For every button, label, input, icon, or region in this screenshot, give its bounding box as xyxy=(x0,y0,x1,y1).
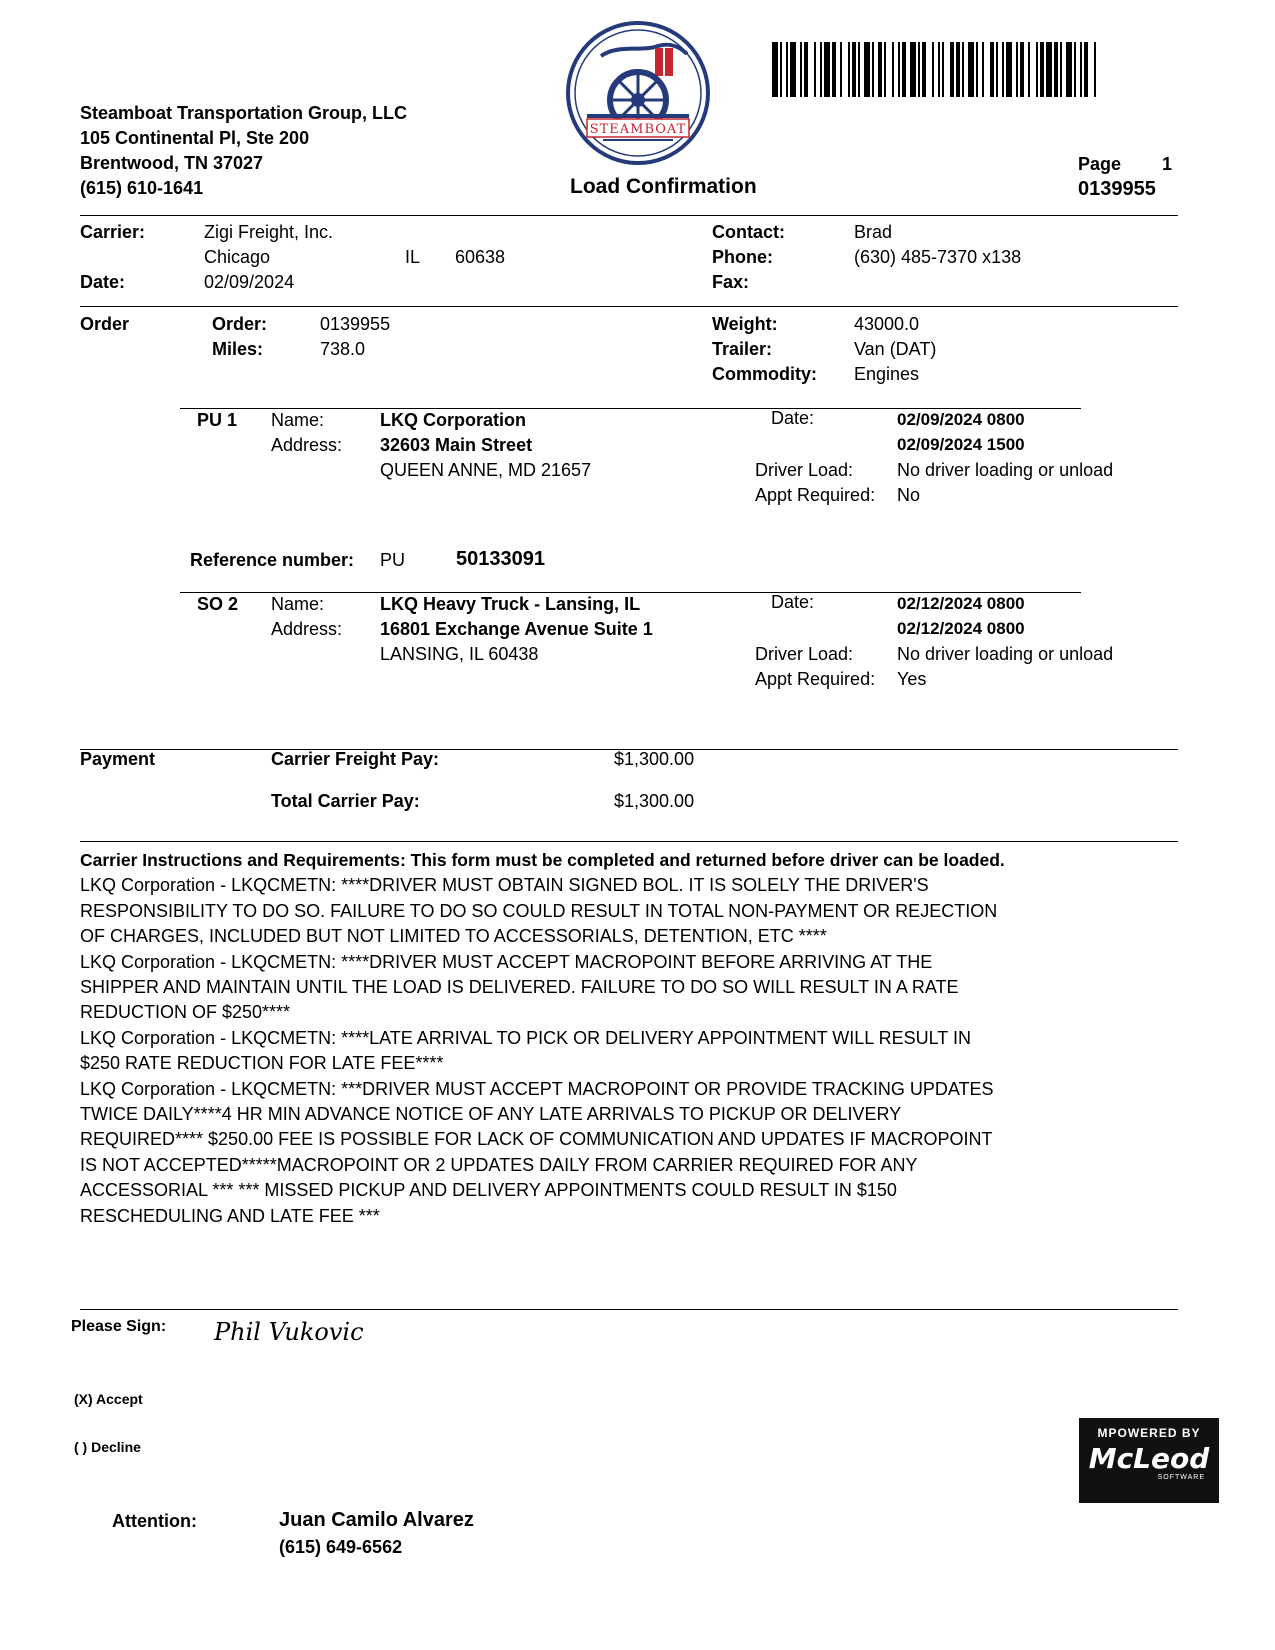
page-number: 1 xyxy=(1162,154,1173,174)
barcode-bar xyxy=(902,42,906,97)
driver-load-label: Driver Load: xyxy=(755,460,854,480)
barcode-bar xyxy=(1002,42,1004,97)
barcode-bar xyxy=(1054,42,1058,97)
instruction-line: RESCHEDULING AND LATE FEE *** xyxy=(80,1205,380,1226)
divider xyxy=(80,215,1178,216)
barcode-bar xyxy=(790,42,796,97)
barcode-bar xyxy=(1074,42,1076,97)
weight-value: 43000.0 xyxy=(854,314,920,334)
appt-required-label: Appt Required: xyxy=(755,485,876,505)
attention-name: Juan Camilo Alvarez xyxy=(279,1509,474,1531)
barcode-bar xyxy=(990,42,994,97)
barcode-bar xyxy=(786,42,788,97)
driver-load-label: Driver Load: xyxy=(755,644,854,664)
attention-label: Attention: xyxy=(112,1511,197,1531)
barcode-bar xyxy=(864,42,870,97)
commodity-label: Commodity: xyxy=(712,364,817,384)
order-label: Order: xyxy=(212,314,268,334)
mcleod-logo xyxy=(1079,1418,1219,1503)
barcode-bar xyxy=(982,42,984,97)
barcode-bar xyxy=(1094,42,1096,97)
fax-label: Fax: xyxy=(712,272,750,292)
barcode-bar xyxy=(932,42,934,97)
barcode-bar xyxy=(910,42,916,97)
carrier-zip: 60638 xyxy=(455,247,506,267)
carrier-city: Chicago xyxy=(204,247,271,267)
carrier-date: 02/09/2024 xyxy=(204,272,295,292)
barcode-bar xyxy=(962,42,964,97)
barcode-bar xyxy=(872,42,874,97)
appt-required-value: No xyxy=(897,485,921,505)
carrier-state: IL xyxy=(405,247,421,267)
page-label: Page xyxy=(1078,154,1122,174)
stop-date-from: 02/12/2024 0800 xyxy=(897,594,1025,613)
signature[interactable]: Phil Vukovic xyxy=(214,1318,364,1346)
appt-required-label: Appt Required: xyxy=(755,669,876,689)
barcode-bar xyxy=(884,42,886,97)
total-pay-label: Total Carrier Pay: xyxy=(271,791,420,811)
barcode-bar xyxy=(898,42,900,97)
mcleod-brand: McLeod xyxy=(1088,1442,1210,1475)
stop-date-label: Date: xyxy=(771,408,815,428)
barcode xyxy=(772,42,1254,97)
barcode-bar xyxy=(1084,42,1088,97)
instruction-line: ACCESSORIAL *** *** MISSED PICKUP AND DELIVERY APPOINTMENTS COULD RESULT IN $150 xyxy=(80,1180,897,1201)
barcode-bar xyxy=(942,42,944,97)
barcode-bar xyxy=(878,42,882,97)
mcleod-powered-text: MPOWERED BY xyxy=(1097,1426,1201,1440)
company-address-line2: Brentwood, TN 37027 xyxy=(80,153,264,173)
barcode-bar xyxy=(996,42,998,97)
reference-label: Reference number: xyxy=(190,550,355,570)
barcode-bar xyxy=(1006,42,1012,97)
barcode-bar xyxy=(820,42,822,97)
barcode-bar xyxy=(800,42,802,97)
stop-date-to: 02/12/2024 0800 xyxy=(897,619,1025,638)
barcode-bar xyxy=(892,42,894,97)
mcleod-sub: SOFTWARE xyxy=(1157,1474,1205,1481)
weight-label: Weight: xyxy=(712,314,778,334)
barcode-bar xyxy=(1066,42,1072,97)
barcode-bar xyxy=(1036,42,1038,97)
barcode-bar xyxy=(1020,42,1024,97)
instruction-line: TWICE DAILY****4 HR MIN ADVANCE NOTICE OF ANY LATE ARRIVALS TO PICKUP OR DELIVERY xyxy=(80,1104,902,1125)
stop-code: PU 1 xyxy=(197,410,238,430)
stop-name: LKQ Heavy Truck - Lansing, IL xyxy=(380,594,641,614)
trailer-value: Van (DAT) xyxy=(854,339,937,359)
barcode-bar xyxy=(1016,42,1018,97)
carrier-label: Carrier: xyxy=(80,222,146,242)
instruction-line: REDUCTION OF $250**** xyxy=(80,1002,291,1023)
barcode-bar xyxy=(1040,42,1044,97)
barcode-bar xyxy=(1046,42,1052,97)
attention-phone: (615) 649-6562 xyxy=(279,1537,403,1557)
document-title: Load Confirmation xyxy=(570,175,757,198)
divider xyxy=(80,841,1178,842)
decline-option[interactable]: ( ) Decline xyxy=(74,1439,141,1455)
phone-label: Phone: xyxy=(712,247,773,267)
stop-date-to: 02/09/2024 1500 xyxy=(897,435,1025,454)
company-name: Steamboat Transportation Group, LLC xyxy=(80,103,408,123)
instruction-line: IS NOT ACCEPTED*****MACROPOINT OR 2 UPDATES DAILY FROM CARRIER REQUIRED FOR ANY xyxy=(80,1154,918,1175)
order-section-label: Order xyxy=(80,314,130,334)
steamboat-logo xyxy=(563,18,713,168)
barcode-bar xyxy=(938,42,940,97)
barcode-bar xyxy=(772,42,778,97)
company-address-line1: 105 Continental Pl, Ste 200 xyxy=(80,128,310,148)
stop-date-label: Date: xyxy=(771,592,815,612)
total-pay-value: $1,300.00 xyxy=(614,791,695,811)
barcode-bar xyxy=(824,42,830,97)
svg-text:STEAMBOAT: STEAMBOAT xyxy=(589,122,687,137)
reference-type: PU xyxy=(380,550,406,570)
barcode-bar xyxy=(840,42,842,97)
barcode-bar xyxy=(814,42,816,97)
barcode-bar xyxy=(858,42,860,97)
carrier-date-label: Date: xyxy=(80,272,126,292)
miles-label: Miles: xyxy=(212,339,264,359)
appt-required-value: Yes xyxy=(897,669,927,689)
miles-value: 738.0 xyxy=(320,339,366,359)
barcode-bar xyxy=(804,42,808,97)
trailer-label: Trailer: xyxy=(712,339,773,359)
reference-number: 50133091 xyxy=(456,548,545,570)
instruction-line: SHIPPER AND MAINTAIN UNTIL THE LOAD IS DELIVERED. FAILURE TO DO SO WILL RESULT IN A RATE xyxy=(80,977,959,998)
carrier-phone: (630) 485-7370 x138 xyxy=(854,247,1022,267)
barcode-bar xyxy=(832,42,836,97)
stop-address-line2: LANSING, IL 60438 xyxy=(380,644,539,664)
contact-name: Brad xyxy=(854,222,893,242)
barcode-bar xyxy=(1060,42,1062,97)
instructions-heading: Carrier Instructions and Requirements: This form must be completed and returned before driver can be loaded. xyxy=(80,850,1005,870)
instruction-line: LKQ Corporation - LKQCMETN: ***DRIVER MUST ACCEPT MACROPOINT OR PROVIDE TRACKING UPDATES xyxy=(80,1078,994,1099)
stop-code: SO 2 xyxy=(197,594,239,614)
order-number: 0139955 xyxy=(320,314,391,334)
stop-name-label: Name: xyxy=(271,410,325,430)
barcode-bar xyxy=(1080,42,1082,97)
barcode-bar xyxy=(956,42,960,97)
barcode-bar xyxy=(918,42,920,97)
please-sign-label: Please Sign: xyxy=(71,1318,167,1335)
carrier-instructions xyxy=(80,848,1200,1229)
stop-name: LKQ Corporation xyxy=(380,410,526,430)
freight-pay-value: $1,300.00 xyxy=(614,749,695,769)
driver-load-value: No driver loading or unload xyxy=(897,460,1114,480)
barcode-bar xyxy=(922,42,926,97)
commodity-value: Engines xyxy=(854,364,920,384)
stop-date-from: 02/09/2024 0800 xyxy=(897,410,1025,429)
company-phone: (615) 610-1641 xyxy=(80,178,204,198)
header-order-number: 0139955 xyxy=(1078,178,1156,200)
instruction-line: RESPONSIBILITY TO DO SO. FAILURE TO DO SO COULD RESULT IN TOTAL NON-PAYMENT OR REJECTION xyxy=(80,900,998,921)
barcode-bar xyxy=(848,42,850,97)
barcode-bar xyxy=(1028,42,1030,97)
instruction-line: LKQ Corporation - LKQCMETN: ****DRIVER MUST ACCEPT MACROPOINT BEFORE ARRIVING AT THE xyxy=(80,951,933,972)
accept-option[interactable]: (X) Accept xyxy=(74,1391,143,1407)
freight-pay-label: Carrier Freight Pay: xyxy=(271,749,440,769)
barcode-bar xyxy=(968,42,974,97)
driver-load-value: No driver loading or unload xyxy=(897,644,1114,664)
barcode-bar xyxy=(780,42,782,97)
instruction-line: LKQ Corporation - LKQCMETN: ****LATE ARRIVAL TO PICK OR DELIVERY APPOINTMENT WILL RESULT IN xyxy=(80,1027,971,1048)
instruction-line: $250 RATE REDUCTION FOR LATE FEE**** xyxy=(80,1053,444,1074)
instruction-line: OF CHARGES, INCLUDED BUT NOT LIMITED TO ACCESSORIALS, DETENTION, ETC **** xyxy=(80,926,827,947)
contact-label: Contact: xyxy=(712,222,785,242)
stop-address-line2: QUEEN ANNE, MD 21657 xyxy=(380,460,592,480)
stop-address-label: Address: xyxy=(271,435,343,455)
stop-address-line1: 32603 Main Street xyxy=(380,435,533,455)
barcode-bar xyxy=(976,42,978,97)
barcode-bar xyxy=(852,42,856,97)
stop-address-label: Address: xyxy=(271,619,343,639)
stop-address-line1: 16801 Exchange Avenue Suite 1 xyxy=(380,619,653,639)
instruction-line: REQUIRED**** $250.00 FEE IS POSSIBLE FOR LACK OF COMMUNICATION AND UPDATES IF MACROPOINT xyxy=(80,1129,993,1150)
carrier-name: Zigi Freight, Inc. xyxy=(204,222,334,242)
signature-line xyxy=(80,1309,1178,1310)
payment-section-label: Payment xyxy=(80,749,156,769)
divider xyxy=(80,306,1178,307)
instruction-line: LKQ Corporation - LKQCMETN: ****DRIVER MUST OBTAIN SIGNED BOL. IT IS SOLELY THE DRIVER'S xyxy=(80,875,929,896)
stop-name-label: Name: xyxy=(271,594,325,614)
barcode-bar xyxy=(950,42,954,97)
